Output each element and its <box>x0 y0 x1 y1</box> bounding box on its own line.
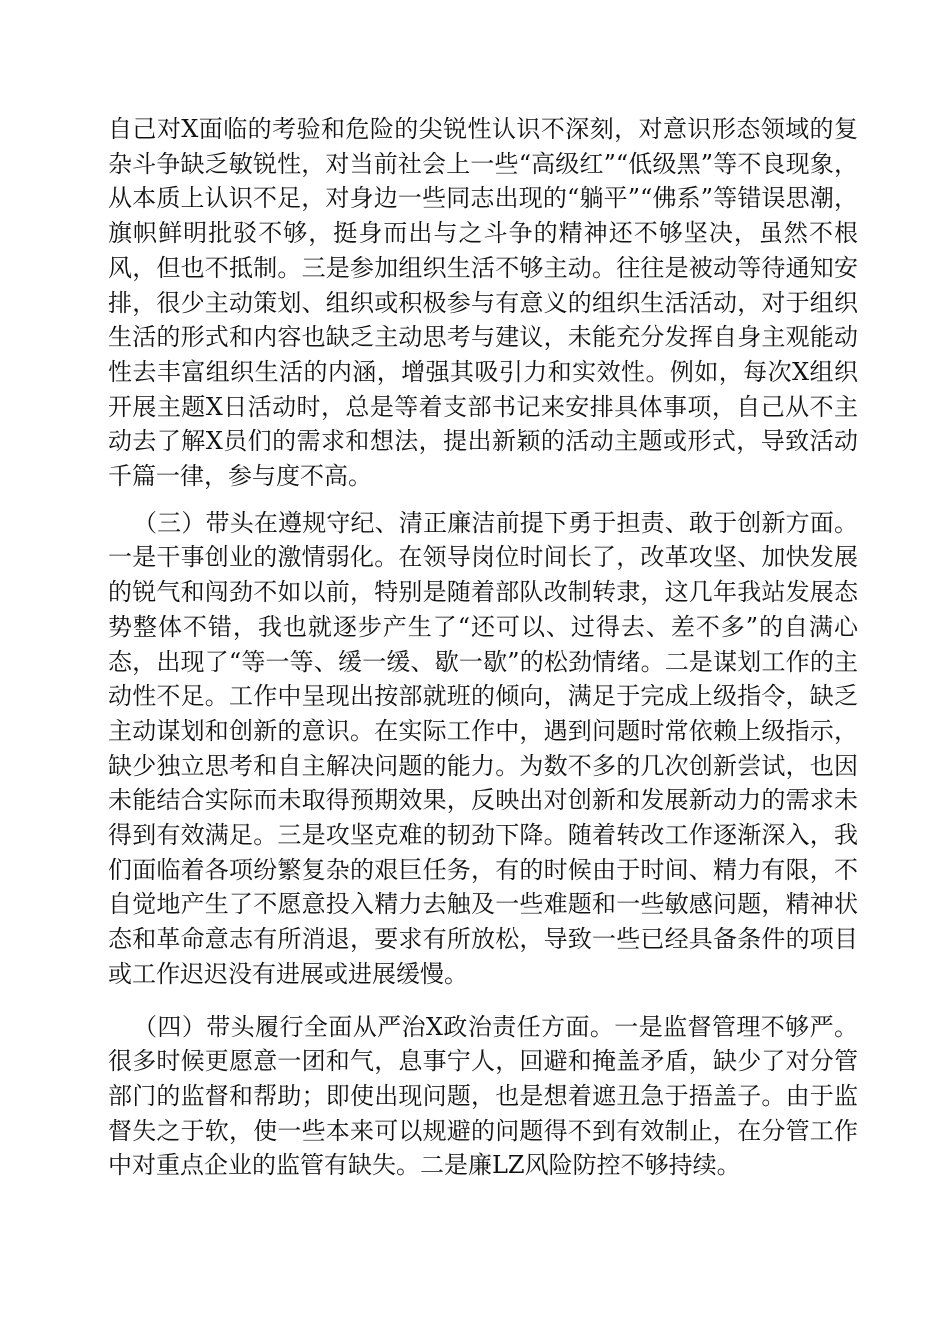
paragraph-continuation: 自己对X面临的考验和危险的尖锐性认识不深刻，对意识形态领域的复杂斗争缺乏敏锐性，对当前社会上一些“高级红”“低级黑”等不良现象，从本质上认识不足，对身边一些同志出现的“躺平”“佛系”等错误思潮，旗帜鲜明批驳不够，挺身而出与之斗争的精神还不够坚决，虽然不根风，但也不抵制。三是参加组织生活不够主动。往往是被动等待通知安排，很少主动策划、组织或积极参与有意义的组织生活活动，对于组织生活的形式和内容也缺乏主动思考与建议，未能充分发挥自身主观能动性去丰富组织生活的内涵，增强其吸引力和实效性。例如，每次X组织开展主题X日活动时，总是等着支部书记来安排具体事项，自己从不主动去了解X员们的需求和想法，提出新颖的活动主题或形式，导致活动千篇一律，参与度不高。 <box>108 115 858 491</box>
paragraph-section-four: （四）带头履行全面从严治X政治责任方面。一是监督管理不够严。很多时候更愿意一团和气，息事宁人，回避和掩盖矛盾，缺少了对分管部门的监督和帮助；即使出现问题，也是想着遮丑急于捂盖子。由于监督失之于软，使一些本来可以规避的问题得不到有效制止，在分管工作中对重点企业的监管有缺失。二是廉LZ风险防控不够持续。 <box>108 1012 858 1180</box>
document-body <box>108 112 858 1183</box>
paragraph-section-three: （三）带头在遵规守纪、清正廉洁前提下勇于担责、敢于创新方面。一是干事创业的激情弱化。在领导岗位时间长了，改革攻坚、加快发展的锐气和闯劲不如以前，特别是随着部队改制转隶，这几年我站发展态势整体不错，我也就逐步产生了“还可以、过得去、差不多”的自满心态，出现了“等一等、缓一缓、歇一歇”的松劲情绪。二是谋划工作的主动性不足。工作中呈现出按部就班的倾向，满足于完成上级指令，缺乏主动谋划和创新的意识。在实际工作中，遇到问题时常依赖上级指示，缺少独立思考和自主解决问题的能力。为数不多的几次创新尝试，也因未能结合实际而未取得预期效果，反映出对创新和发展新动力的需求未得到有效满足。三是攻坚克难的韧劲下降。随着转改工作逐渐深入，我们面临着各项纷繁复杂的艰巨任务，有的时候由于时间、精力有限，不自觉地产生了不愿意投入精力去触及一些难题和一些敏感问题，精神状态和革命意志有所消退，要求有所放松，导致一些已经具备条件的项目或工作迟迟没有进展或进展缓慢。 <box>108 508 858 988</box>
